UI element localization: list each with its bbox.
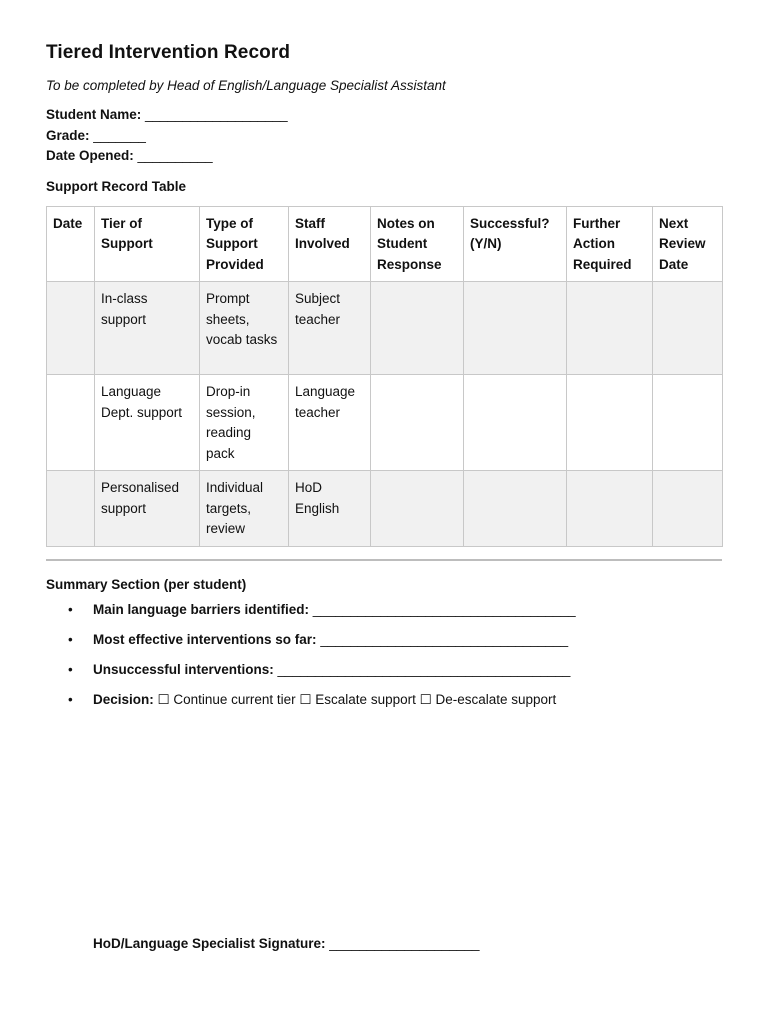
summary-item-blank[interactable]: _______________________________________ <box>273 661 571 677</box>
summary-title: Summary Section (per student) <box>46 576 247 592</box>
summary-item-blank[interactable]: _________________________________ <box>316 631 569 647</box>
student-name-field <box>46 105 722 126</box>
grade-label: Grade: <box>46 127 90 143</box>
student-name-label: Student Name: <box>46 107 142 122</box>
cell-type: Prompt sheets, vocab tasks <box>200 282 289 375</box>
header-type: Type of Support Provided <box>200 206 289 282</box>
header-staff: Staff Involved <box>289 206 371 282</box>
cell-type: Individual targets, review <box>200 471 289 547</box>
bullet-icon: • <box>68 661 73 677</box>
table-row <box>47 471 723 547</box>
cell-notes[interactable] <box>371 375 464 471</box>
table-row <box>47 282 723 375</box>
cell-next-review[interactable] <box>653 471 723 547</box>
cell-next-review[interactable] <box>653 282 723 375</box>
cell-further-action[interactable] <box>567 282 653 375</box>
student-name-blank: ___________________ <box>145 107 288 122</box>
cell-date[interactable] <box>47 471 95 547</box>
cell-date[interactable] <box>47 282 95 375</box>
header-successful: Successful? (Y/N) <box>464 206 567 282</box>
cell-further-action[interactable] <box>567 375 653 471</box>
cell-next-review[interactable] <box>653 375 723 471</box>
summary-list <box>46 600 722 711</box>
summary-item-barriers <box>46 600 722 621</box>
table-row <box>47 375 723 471</box>
cell-tier: In-class support <box>95 282 200 375</box>
page-title: Tiered Intervention Record <box>46 42 291 63</box>
header-date: Date <box>47 206 95 282</box>
bullet-icon: • <box>68 691 73 707</box>
section-divider <box>46 559 722 561</box>
support-record-table <box>46 206 723 547</box>
summary-item-effective <box>46 630 722 651</box>
cell-successful[interactable] <box>464 282 567 375</box>
cell-tier: Personalised support <box>95 471 200 547</box>
cell-type: Drop-in session, reading pack <box>200 375 289 471</box>
date-opened-label: Date Opened: <box>46 148 134 163</box>
grade-field <box>46 126 722 147</box>
cell-staff: Language teacher <box>289 375 371 471</box>
cell-notes[interactable] <box>371 471 464 547</box>
cell-date[interactable] <box>47 375 95 471</box>
page-subtitle: To be completed by Head of English/Language Specialist Assistant <box>46 78 446 93</box>
signature-label: HoD/Language Specialist Signature: <box>93 936 326 951</box>
cell-successful[interactable] <box>464 375 567 471</box>
table-title: Support Record Table <box>46 178 187 194</box>
cell-notes[interactable] <box>371 282 464 375</box>
header-notes: Notes on Student Response <box>371 206 464 282</box>
signature-blank[interactable]: ____________________ <box>325 936 480 951</box>
cell-staff: Subject teacher <box>289 282 371 375</box>
summary-item-label: Decision: <box>93 691 154 707</box>
decision-options[interactable]: ☐ Continue current tier ☐ Escalate support ☐ De-escalate support <box>153 691 557 707</box>
signature-line <box>93 936 479 951</box>
summary-item-label: Unsuccessful interventions: <box>93 661 274 677</box>
table-header-row <box>47 206 723 282</box>
cell-tier: Language Dept. support <box>95 375 200 471</box>
cell-further-action[interactable] <box>567 471 653 547</box>
header-next-review: Next Review Date <box>653 206 723 282</box>
cell-successful[interactable] <box>464 471 567 547</box>
bullet-icon: • <box>68 631 73 647</box>
summary-item-label: Main language barriers identified: <box>93 601 310 617</box>
document-page <box>46 42 722 720</box>
bullet-icon: • <box>68 601 73 617</box>
summary-item-blank[interactable]: ___________________________________ <box>309 601 576 617</box>
summary-item-label: Most effective interventions so far: <box>93 631 317 647</box>
student-fields <box>46 105 722 167</box>
header-further-action: Further Action Required <box>567 206 653 282</box>
summary-item-unsuccessful <box>46 660 722 681</box>
grade-blank: _______ <box>93 127 146 143</box>
header-tier: Tier of Support <box>95 206 200 282</box>
summary-item-decision <box>46 690 722 711</box>
date-opened-field <box>46 146 722 167</box>
date-opened-blank: __________ <box>137 148 213 163</box>
cell-staff: HoD English <box>289 471 371 547</box>
